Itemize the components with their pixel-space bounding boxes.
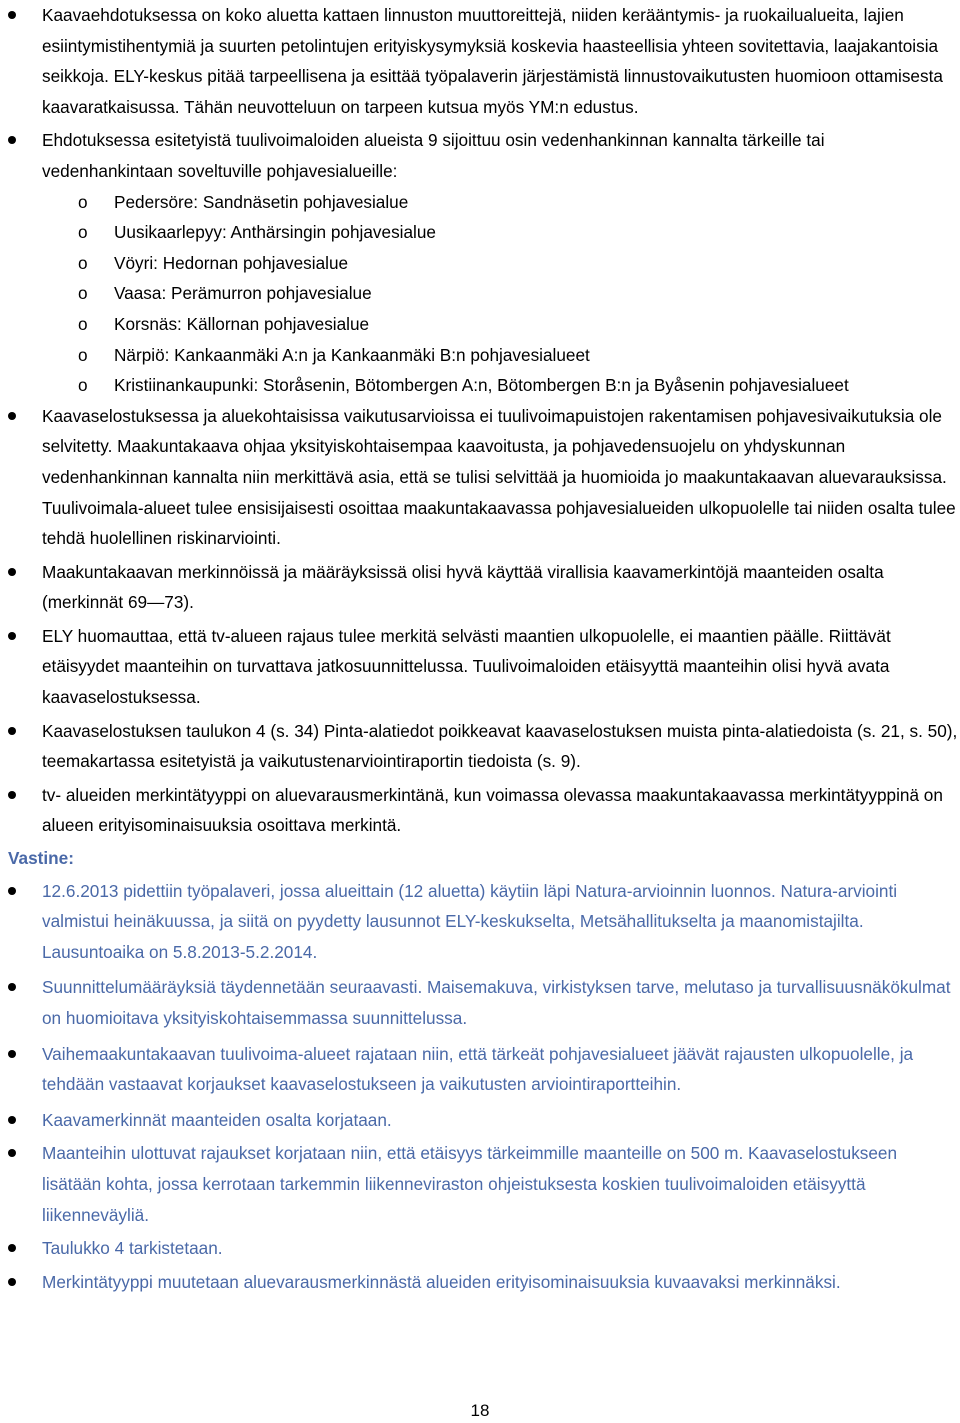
sub-bullet-marker: o <box>78 252 88 273</box>
list-item <box>0 621 960 713</box>
page-number: 18 <box>470 1401 490 1420</box>
vastine-item-text: Taulukko 4 tarkistetaan. <box>42 1238 223 1259</box>
vastine-item <box>0 1105 960 1136</box>
sub-list-item-text: Vöyri: Hedornan pohjavesialue <box>114 252 349 273</box>
list-item-text: Maakuntakaavan merkinnöissä ja määräyksissä olisi hyvä käyttää virallisia kaavamerkintöjä maanteiden osalta (merkinnät 69—73). <box>42 561 884 613</box>
bullet-icon <box>8 136 16 144</box>
vastine-item-text: Merkintätyyppi muutetaan aluevarausmerkinnästä alueiden erityisominaisuuksia kuvaavaksi merkinnäksi. <box>42 1271 841 1292</box>
vastine-item-text: Kaavamerkinnät maanteiden osalta korjataan. <box>42 1109 392 1130</box>
sub-list-item-text: Korsnäs: Källornan pohjavesialue <box>114 313 370 334</box>
list-item <box>0 0 960 122</box>
sub-list-item <box>0 309 960 340</box>
bullet-icon <box>8 11 16 19</box>
sub-bullet-marker: o <box>78 375 88 396</box>
list-item-text: tv- alueiden merkintätyyppi on aluevarausmerkintänä, kun voimassa olevassa maakuntakaavassa merkintätyyppinä on alueen erityisominaisuuksia osoittava merkintä. <box>42 784 943 836</box>
list-item-text: ELY huomauttaa, että tv-alueen rajaus tulee merkitä selvästi maantien ulkopuolelle, ei maantien päälle. Riittävät etäisyydet maanteihin on turvattava jatkosuunnittelussa. Tuulivoimaloiden etäisyyttä maanteihin olisi hyvä avata kaavaselostuksessa. <box>42 625 891 708</box>
bullet-icon <box>8 887 16 895</box>
vastine-item <box>0 1138 960 1230</box>
sub-bullet-marker: o <box>78 313 88 334</box>
vastine-item <box>0 1267 960 1298</box>
bullet-icon <box>8 568 16 576</box>
list-item <box>0 125 960 186</box>
sub-list-item <box>0 217 960 248</box>
sub-list-item <box>0 370 960 401</box>
sub-list-item-text: Närpiö: Kankaanmäki A:n ja Kankaanmäki B:n pohjavesialueet <box>114 344 590 365</box>
list-item-text: Kaavaselostuksen taulukon 4 (s. 34) Pinta-alatiedot poikkeavat kaavaselostuksen muista pinta-alatiedoista (s. 21, s. 50), teemakartassa esitetyistä ja vaikutustenarviointiraportin tiedoista (s. 9). <box>42 720 958 772</box>
bullet-icon <box>8 412 16 420</box>
list-item-text: Ehdotuksessa esitetyistä tuulivoimaloiden alueista 9 sijoittuu osin vedenhankinnan kannalta tärkeille tai vedenhankintaan soveltuville pohjavesialueille: <box>42 130 825 181</box>
vastine-item-text: Vaihemaakuntakaavan tuulivoima-alueet rajataan niin, että tärkeät pohjavesialueet jäävät rajausten ulkopuolelle, ja tehdään vastaavat korjaukset kaavaselostukseen ja vaikutusten arviointiraportteihin. <box>42 1043 914 1095</box>
bullet-icon <box>8 1278 16 1286</box>
bullet-icon <box>8 1050 16 1058</box>
vastine-item-text: Suunnittelumääräyksiä täydennetään seuraavasti. Maisemakuva, virkistyksen tarve, melutaso ja turvallisuusnäkökulmat on huomioitava yksityiskohtaisemmassa suunnittelussa. <box>42 977 951 1028</box>
bullet-icon <box>8 1244 16 1252</box>
sub-list-item <box>0 187 960 218</box>
list-item-text: Kaavaehdotuksessa on koko aluetta kattaen linnuston muuttoreittejä, niiden kerääntymis- ja ruokailualueita, lajien esiintymistihentymiä ja suurten petolintujen erityiskysymyksiä koskevia haasteellisia yhteen sovitettavia, laajakantoisia seikkoja. ELY-keskus pitää tarpeellisena ja esittää työpalaverin järjestämistä linnustovaikutusten huomioon ottamisesta kaavaratkaisussa. Tähän neuvotteluun on tarpeen kutsua myös YM:n edustus. <box>42 5 943 117</box>
bullet-icon <box>8 632 16 640</box>
vastine-item <box>0 972 960 1033</box>
vastine-item <box>0 876 960 968</box>
sub-list-item-text: Vaasa: Perämurron pohjavesialue <box>114 283 372 304</box>
list-item <box>0 780 960 841</box>
sub-list-item <box>0 248 960 279</box>
sub-bullet-marker: o <box>78 222 88 243</box>
bullet-icon <box>8 791 16 799</box>
sub-bullet-marker: o <box>78 344 88 365</box>
sub-list-item-text: Kristiinankaupunki: Storåsenin, Bötombergen A:n, Bötombergen B:n ja Byåsenin pohjavesialueet <box>114 375 849 396</box>
vastine-item <box>0 1233 960 1264</box>
sub-bullet-marker: o <box>78 283 88 304</box>
bullet-icon <box>8 983 16 991</box>
vastine-item-text: Maanteihin ulottuvat rajaukset korjataan niin, että etäisyys tärkeimmille maanteille on 500 m. Kaavaselostukseen lisätään kohta, jossa kerrotaan tarkemmin liikenneviraston ohjeistuksesta koskien tuulivoimaloiden etäisyyttä liikenneväyliä. <box>42 1143 898 1225</box>
sub-list-item <box>0 278 960 309</box>
sub-list-item <box>0 340 960 371</box>
sub-bullet-marker: o <box>78 191 88 212</box>
list-item-text: Kaavaselostuksessa ja aluekohtaisissa vaikutusarvioissa ei tuulivoimapuistojen rakentamisen pohjavesivaikutuksia ole selvitetty. Maakuntakaava ohjaa yksityiskohtaisempaa kaavoitusta, ja pohjavedensuojelu on yhdyskunnan vedenhankinnan kannalta niin merkittävä asia, että se tulisi selvittää ja huomioida jo maakuntakaavan aluevarauksissa. Tuulivoimala-alueet tulee ensisijaisesti osoittaa maakuntakaavassa pohjavesialueiden ulkopuolelle tai niiden osalta tulee tehdä huolellinen riskinarviointi. <box>42 405 956 549</box>
vastine-heading: Vastine: <box>8 848 74 869</box>
vastine-item-text: 12.6.2013 pidettiin työpalaveri, jossa alueittain (12 aluetta) käytiin läpi Natura-arvioinnin luonnos. Natura-arviointi valmistui heinäkuussa, ja siitä on pyydetty lausunnot ELY-keskukselta, Metsähallitukselta ja maanomistajilta. Lausuntoaika on 5.8.2013-5.2.2014. <box>42 880 898 962</box>
vastine-item <box>0 1039 960 1100</box>
bullet-icon <box>8 1149 16 1157</box>
list-item <box>0 716 960 777</box>
list-item <box>0 557 960 618</box>
sub-list-item-text: Pedersöre: Sandnäsetin pohjavesialue <box>114 191 409 212</box>
list-item <box>0 401 960 554</box>
bullet-icon <box>8 1116 16 1124</box>
bullet-icon <box>8 727 16 735</box>
sub-list-item-text: Uusikaarlepyy: Anthärsingin pohjavesialue <box>114 222 436 243</box>
